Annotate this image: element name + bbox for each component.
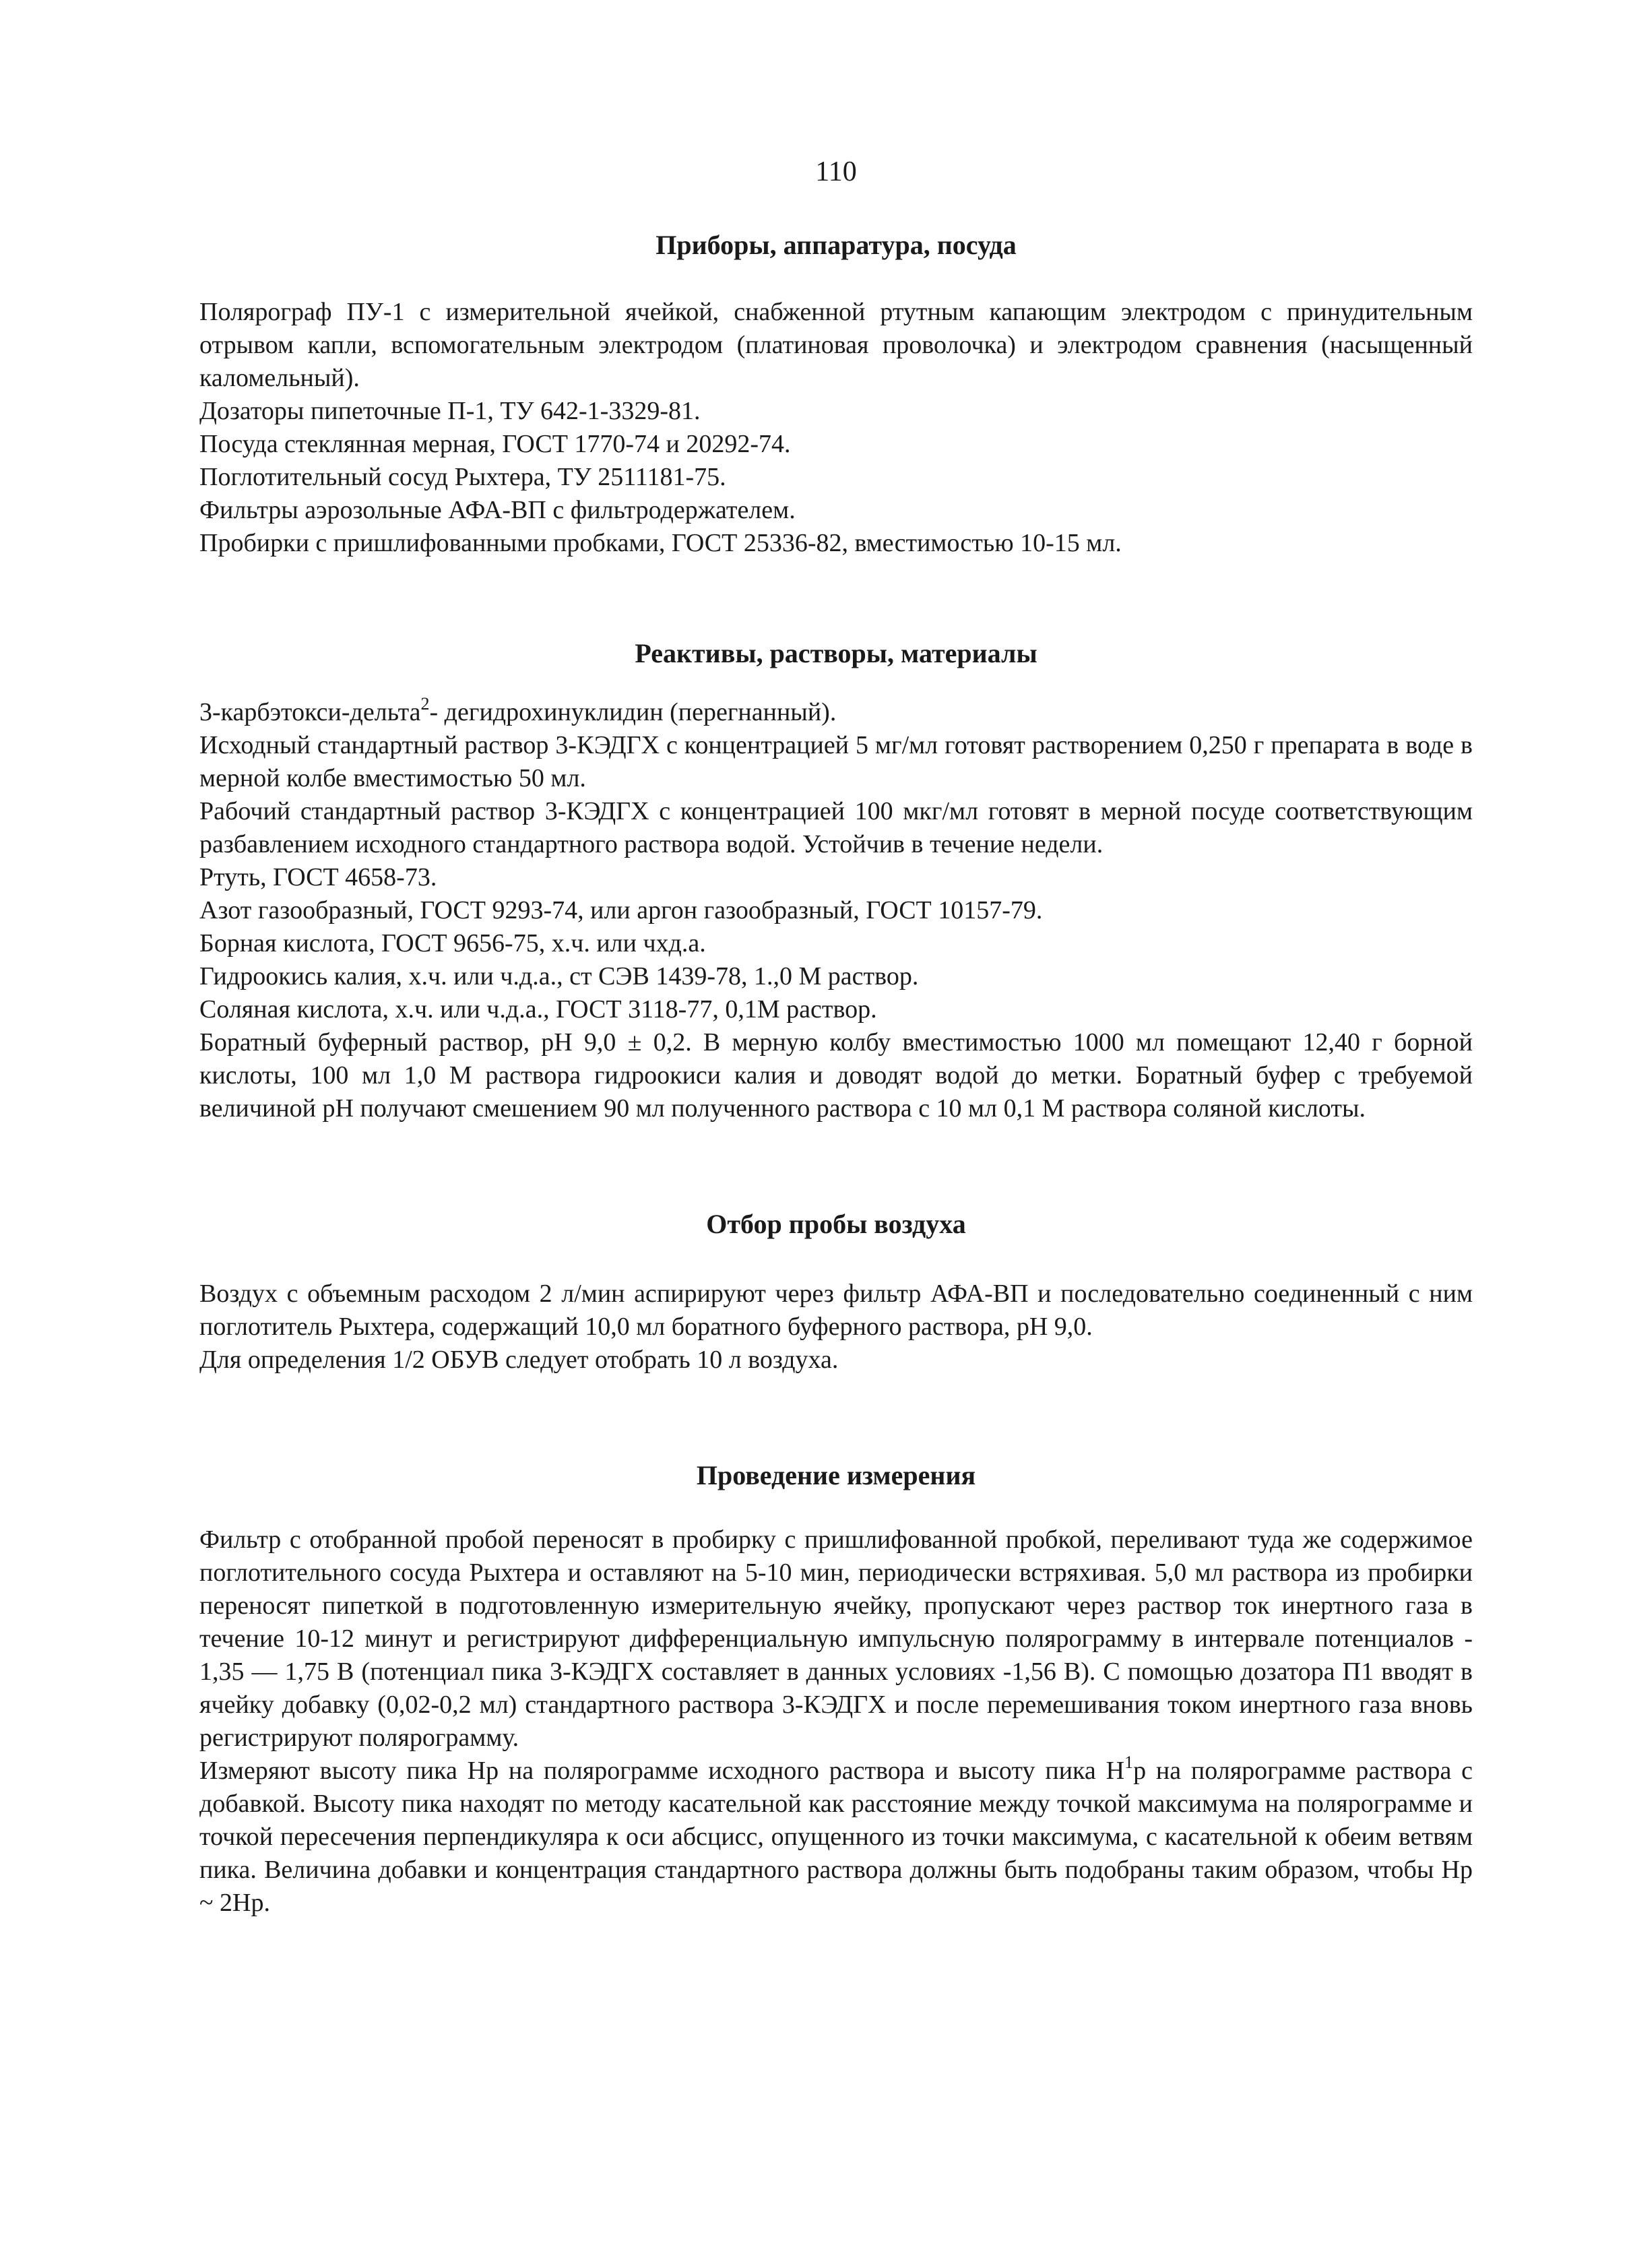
reagents-first-line-text: 3-карбэтокси-дельта [199, 698, 421, 726]
equipment-paragraph-1: Полярограф ПУ-1 с измерительной ячейкой, снабженной ртутным капающим электродом с принудительным отрывом капли, вспомогательным электродом (платиновая проволочка) и электродом сравнения (насыщенный каломельный). [199, 298, 1473, 392]
reagents-first-line [199, 696, 1473, 729]
reagents-first-line-rest: - дегидрохинуклидин (перегнанный). [429, 698, 837, 726]
measurement-superscript: 1 [1124, 1753, 1134, 1772]
reagents-paragraph-1: Исходный стандартный раствор 3-КЭДГХ с концентрацией 5 мг/мл готовят растворением 0,250 г препарата в воде в мерной колбе вместимостью 50 мл. [199, 731, 1473, 792]
reagents-paragraph-5: Борная кислота, ГОСТ 9656-75, х.ч. или чхд.а. [199, 929, 706, 957]
equipment-paragraph-6: Пробирки с пришлифованными пробками, ГОСТ 25336-82, вместимостью 10-15 мл. [199, 529, 1122, 557]
section-heading-reagents: Реактивы, растворы, материалы [635, 638, 1037, 668]
measurement-paragraph-2-rest: р на полярограмме раствора с добавкой. Высоту пика находят по методу касательной как расстояние между точкой максимума на полярограмме и точкой пересечения перпендикуляра к оси абсцисс, опущенного из точки максимума, с касательной к обеим ветвям пика. Величина добавки и концентрация стандартного раствора должны быть подобраны таким образом, чтобы Нр ~ 2Нр. [199, 1757, 1473, 1917]
section-heading-equipment: Приборы, аппаратура, посуда [655, 230, 1017, 260]
reagents-paragraph-7: Соляная кислота, х.ч. или ч.д.а., ГОСТ 3118-77, 0,1М раствор. [199, 995, 877, 1023]
measurement-paragraph-2 [199, 1755, 1473, 1920]
document-page [199, 152, 1473, 1920]
reagents-paragraph-3: Ртуть, ГОСТ 4658-73. [199, 863, 437, 891]
reagents-paragraph-4: Азот газообразный, ГОСТ 9293-74, или аргон газообразный, ГОСТ 10157-79. [199, 896, 1043, 924]
sampling-paragraph-1: Воздух с объемным расходом 2 л/мин аспирируют через фильтр АФА-ВП и последовательно соединенный с ним поглотитель Рыхтера, содержащий 10,0 мл боратного буферного раствора, рН 9,0. [199, 1280, 1473, 1341]
equipment-paragraph-4: Поглотительный сосуд Рыхтера, ТУ 2511181-75. [199, 463, 726, 491]
equipment-paragraph-3: Посуда стеклянная мерная, ГОСТ 1770-74 и 20292-74. [199, 430, 791, 458]
measurement-paragraph-1: Фильтр с отобранной пробой переносят в пробирку с пришлифованной пробкой, переливают туда же содержимое поглотительного сосуда Рыхтера и оставляют на 5-10 мин, периодически встряхивая. 5,0 мл раствора из пробирки переносят пипеткой в подготовленную измерительную ячейку, пропускают через раствор ток инертного газа в течение 10-12 минут и регистрируют дифференциальную импульсную полярограмму в интервале потенциалов - 1,35 — 1,75 В (потенциал пика 3-КЭДГХ составляет в данных условиях -1,56 В). С помощью дозатора П1 вводят в ячейку добавку (0,02-0,2 мл) стандартного раствора 3-КЭДГХ и после перемешивания током инертного газа вновь регистрируют полярограмму. [199, 1525, 1473, 1752]
reagents-superscript: 2 [420, 694, 430, 714]
section-heading-sampling: Отбор пробы воздуха [706, 1209, 966, 1239]
page-number: 110 [815, 156, 857, 187]
reagents-paragraph-2: Рабочий стандартный раствор 3-КЭДГХ с концентрацией 100 мкг/мл готовят в мерной посуде соответствующим разбавлением исходного стандартного раствора водой. Устойчив в течение недели. [199, 797, 1473, 858]
sampling-paragraph-2: Для определения 1/2 ОБУВ следует отобрать 10 л воздуха. [199, 1346, 839, 1374]
reagents-paragraph-6: Гидроокись калия, х.ч. или ч.д.а., ст СЭВ 1439-78, 1.,0 М раствор. [199, 962, 919, 990]
measurement-paragraph-2-text: Измеряют высоту пика Нр на полярограмме исходного раствора и высоту пика Н [199, 1757, 1125, 1785]
reagents-paragraph-8: Боратный буферный раствор, рН 9,0 ± 0,2. В мерную колбу вместимостью 1000 мл помещают 12,40 г борной кислоты, 100 мл 1,0 М раствора гидроокиси калия и доводят водой до метки. Боратный буфер с требуемой величиной рН получают смешением 90 мл полученного раствора с 10 мл 0,1 М раствора соляной кислоты. [199, 1028, 1473, 1123]
equipment-paragraph-5: Фильтры аэрозольные АФА-ВП с фильтродержателем. [199, 496, 796, 524]
section-heading-measurement: Проведение измерения [696, 1460, 976, 1490]
equipment-paragraph-2: Дозаторы пипеточные П-1, ТУ 642-1-3329-81. [199, 397, 701, 425]
